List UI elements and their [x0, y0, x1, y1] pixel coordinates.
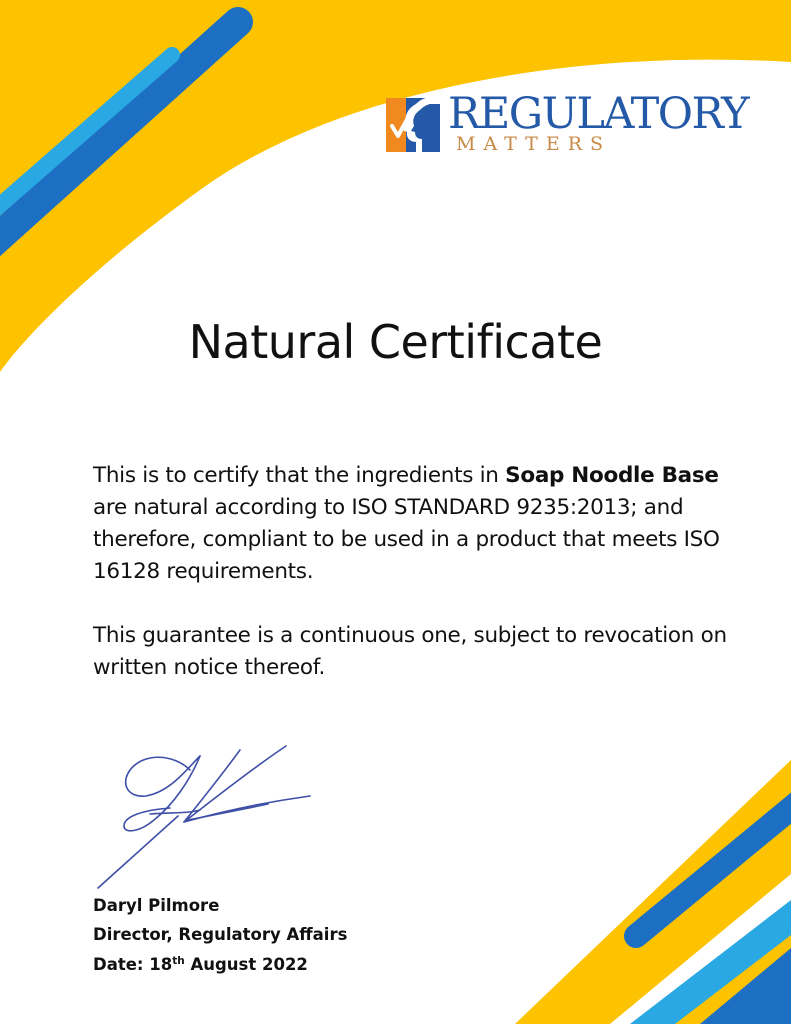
regulatory-matters-logo: [386, 89, 786, 160]
logo-wordmark: REGULATORY: [448, 89, 748, 139]
signer-name: Daryl Pilmore: [93, 896, 220, 915]
certification-statement: [93, 460, 753, 588]
statement-text-end: are natural according to ISO STANDARD 9235:2013; and therefore, compliant to be used in a product that meets ISO 16128 requirements.: [93, 495, 720, 584]
date-ordinal-suffix: th: [172, 955, 185, 967]
product-name: Soap Noodle Base: [505, 463, 719, 488]
date-month-year: August 2022: [184, 955, 308, 974]
regulatory-matters-logo-icon: [386, 96, 442, 154]
date-prefix: Date: 18: [93, 955, 173, 974]
handwritten-signature: [90, 740, 330, 890]
logo-subtitle: MATTERS: [456, 133, 612, 155]
signer-title: Director, Regulatory Affairs: [93, 925, 348, 944]
statement-text-start: This is to certify that the ingredients in: [93, 463, 506, 488]
guarantee-statement: This guarantee is a continuous one, subject to revocation on written notice thereof.: [93, 623, 727, 680]
certificate-title: Natural Certificate: [188, 315, 603, 369]
signature-date: [93, 953, 308, 977]
